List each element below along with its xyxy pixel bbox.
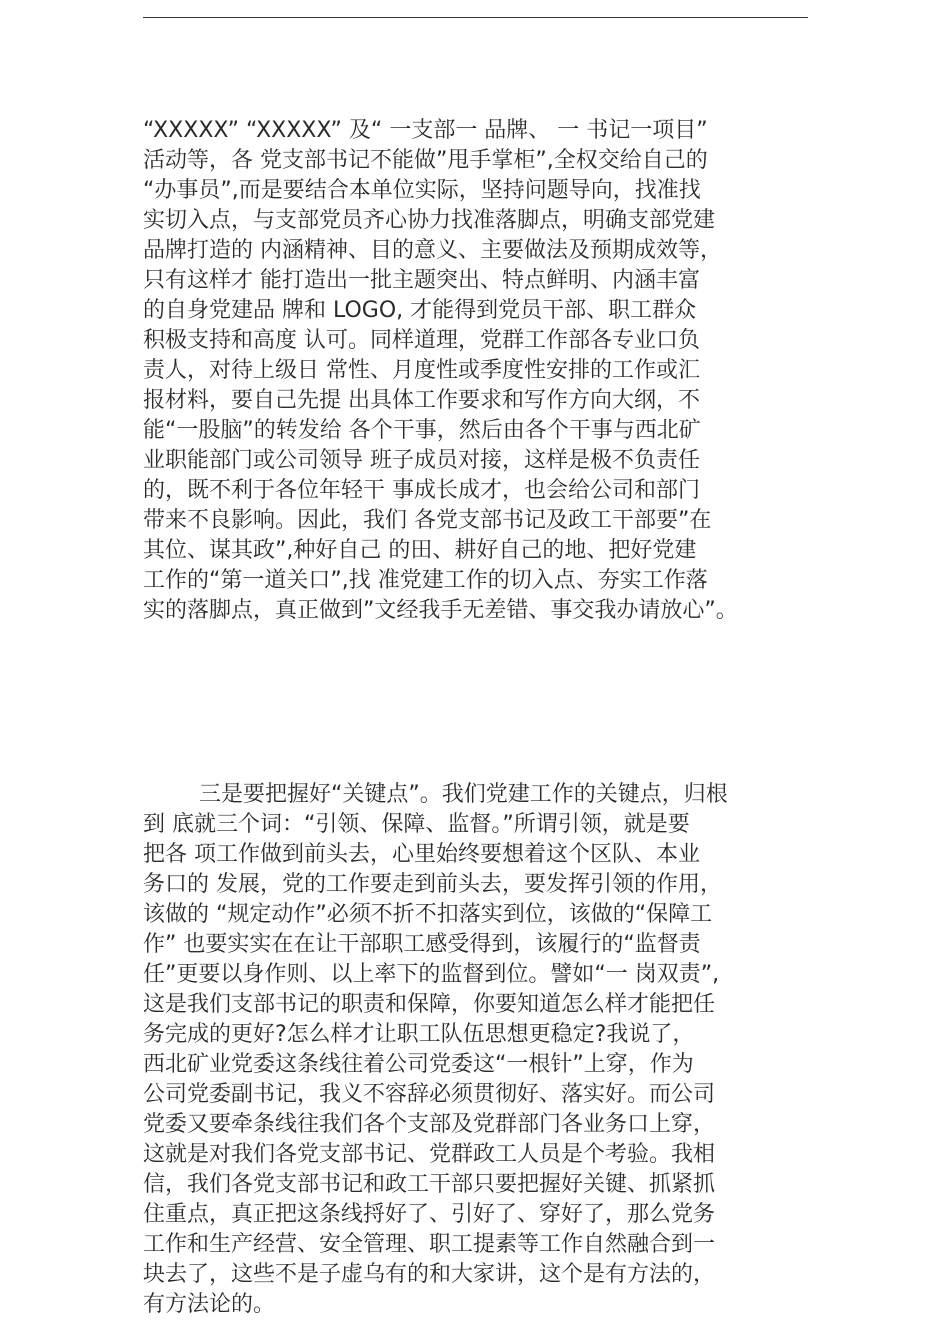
text-line: 公司党委副书记，我义不容辞必须贯彻好、落实好。而公司 [143, 1082, 716, 1107]
text-line: 积极支持和高度 认可。同样道理，党群工作部各专业口负 [143, 328, 700, 353]
text-line: 能“一股脑”的转发给 各个干事，然后由各个干事与西北矿 [143, 418, 701, 443]
body-paragraph [143, 780, 843, 1320]
text-line: 任”更要以身作则、以上率下的监督到位。譬如“一 岗双责”, [143, 962, 720, 987]
text-line: 住重点，真正把这条线捋好了、引好了、穿好了，那么党务 [143, 1202, 716, 1227]
text-line: 实的落脚点，真正做到”文经我手无差错、事交我办请放心”。 [143, 598, 738, 623]
text-line: 党委又要牵条线往我们各个支部及党群部门各业务口上穿， [143, 1112, 716, 1137]
text-line: 工作和生产经营、安全管理、职工提素等工作自然融合到一 [143, 1232, 716, 1257]
text-line: 工作的“第一道关口”,找 准党建工作的切入点、夯实工作落 [143, 568, 708, 593]
text-line: “办事员”,而是要结合本单位实际，坚持问题导向，找准找 [143, 178, 701, 203]
text-line: 务完成的更好?怎么样才让职工队伍思想更稳定?我说了， [143, 1022, 695, 1047]
text-line: 把各 项工作做到前头去，心里始终要想着这个区队、本业 [143, 842, 700, 867]
body-paragraph [143, 116, 843, 626]
text-line: 其位、谋其政”,种好自己 的田、耕好自己的地、把好党建 [143, 538, 697, 563]
header-rule [143, 17, 808, 18]
text-line: “XXXXX” “XXXXX” 及“ 一支部一 品牌、 一 书记一项目” [143, 118, 708, 143]
text-line: 这是我们支部书记的职责和保障，你要知道怎么样才能把任 [143, 992, 716, 1017]
text-line: 作” 也要实实在在让干部职工感受得到，该履行的“监督责 [143, 932, 701, 957]
text-line: 三是要把握好“关键点”。我们党建工作的关键点，归根 [143, 782, 728, 807]
text-line: 到 底就三个词：“引领、保障、监督。”所谓引领，就是要 [143, 812, 690, 837]
text-line: 该做的 “规定动作”必须不折不扣落实到位，该做的“保障工 [143, 902, 713, 927]
text-line: 的自身党建品 牌和 LOGO, 才能得到党员干部、职工群众 [143, 298, 697, 323]
text-line: 报材料，要自己先提 出具体工作要求和写作方向大纲，不 [143, 388, 700, 413]
text-line: 活动等，各 党支部书记不能做”甩手掌柜”,全权交给自己的 [143, 148, 708, 173]
text-line: 品牌打造的 内涵精神、目的意义、主要做法及预期成效等， [143, 238, 722, 263]
text-line: 务口的 发展，党的工作要走到前头去，要发挥引领的作用， [143, 872, 722, 897]
text-line: 带来不良影响。因此，我们 各党支部书记及政工干部要”在 [143, 508, 712, 533]
text-line: 实切入点，与支部党员齐心协力找准落脚点，明确支部党建 [143, 208, 716, 233]
text-line: 西北矿业党委这条线往着公司党委这“一根针”上穿，作为 [143, 1052, 694, 1077]
text-line: 的，既不利于各位年轻干 事成长成才，也会给公司和部门 [143, 478, 700, 503]
text-line: 业职能部门或公司领导 班子成员对接，这样是极不负责任 [143, 448, 700, 473]
text-line: 只有这样才 能打造出一批主题突出、特点鲜明、内涵丰富 [143, 268, 700, 293]
text-line: 责人，对待上级日 常性、月度性或季度性安排的工作或汇 [143, 358, 700, 383]
text-line: 有方法论的。 [143, 1292, 276, 1317]
text-line: 块去了，这些不是子虚乌有的和大家讲，这个是有方法的， [143, 1262, 716, 1287]
text-line: 信，我们各党支部书记和政工干部只要把握好关键、抓紧抓 [143, 1172, 716, 1197]
text-line: 这就是对我们各党支部书记、党群政工人员是个考验。我相 [143, 1142, 716, 1167]
